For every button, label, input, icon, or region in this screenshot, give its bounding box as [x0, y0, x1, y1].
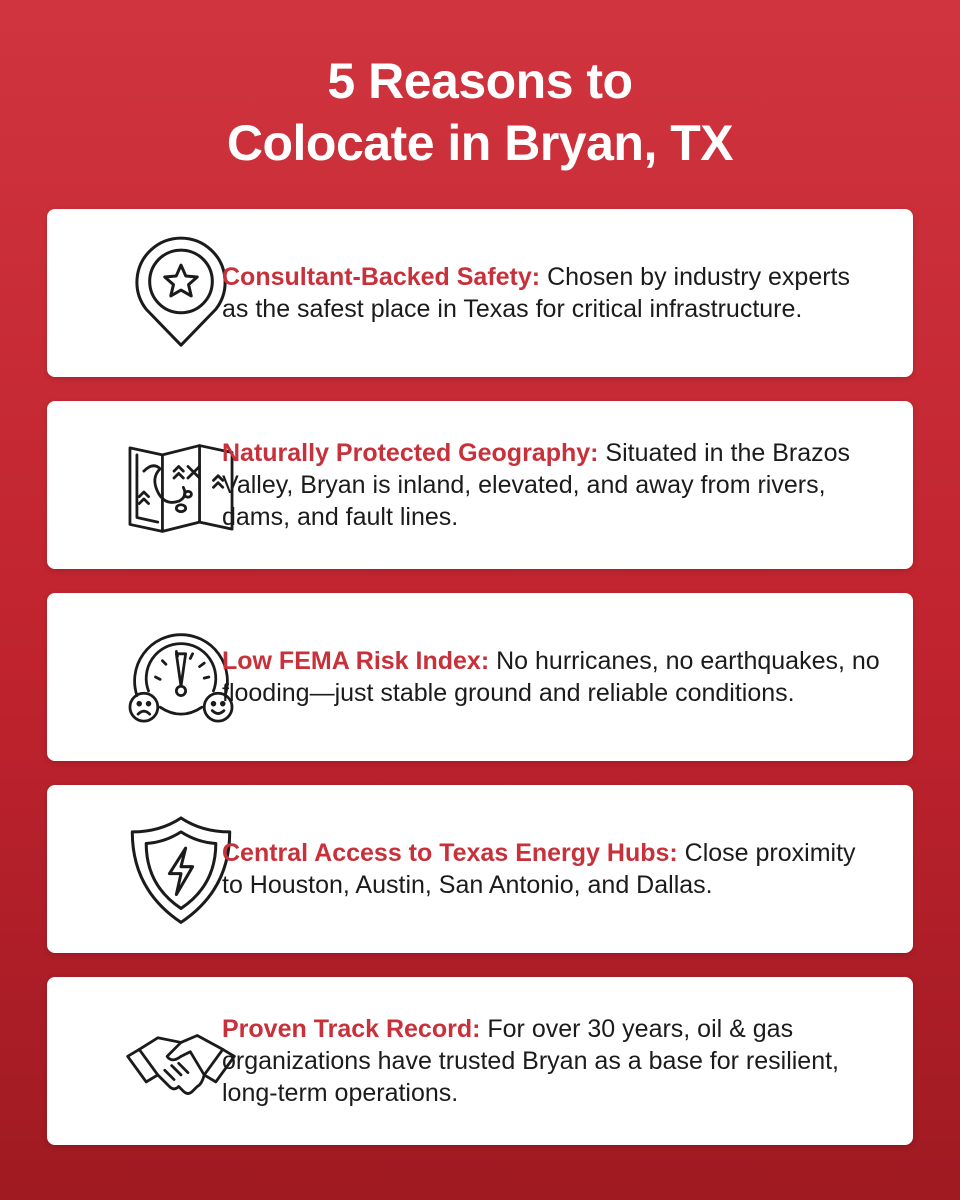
- reason-label: Low FEMA Risk Index:: [222, 647, 490, 675]
- reason-body: Situated in the Brazos Valley, Bryan is inland, elevated, and away from rivers, dams, and fault lines.: [222, 439, 851, 531]
- title-line-1: 5 Reasons to: [327, 53, 633, 109]
- reason-text: [222, 593, 882, 761]
- reason-card-energy: [47, 785, 913, 953]
- reason-text: [222, 785, 882, 953]
- reason-card-track-record: [47, 977, 913, 1145]
- reason-label: Proven Track Record:: [222, 1015, 481, 1043]
- reason-label: Central Access to Texas Energy Hubs:: [222, 839, 678, 867]
- reason-label: Consultant-Backed Safety:: [222, 263, 541, 291]
- reason-text: [222, 977, 882, 1145]
- reason-text: [222, 209, 882, 377]
- reason-label: Naturally Protected Geography:: [222, 439, 599, 467]
- reason-card-safety: [47, 209, 913, 377]
- reason-body: Chosen by industry experts as the safest place in Texas for critical infrastructure.: [222, 263, 851, 323]
- reason-body: For over 30 years, oil & gas organizations have trusted Bryan as a base for resilient, long-term operations.: [222, 1015, 840, 1107]
- reason-body: No hurricanes, no earthquakes, no flooding—just stable ground and reliable conditions.: [222, 647, 880, 707]
- page-title: [0, 50, 960, 174]
- reason-body: Close proximity to Houston, Austin, San Antonio, and Dallas.: [222, 839, 856, 899]
- reason-card-fema: [47, 593, 913, 761]
- title-line-2: Colocate in Bryan, TX: [226, 115, 734, 171]
- reason-card-geography: [47, 401, 913, 569]
- reason-text: [222, 401, 882, 569]
